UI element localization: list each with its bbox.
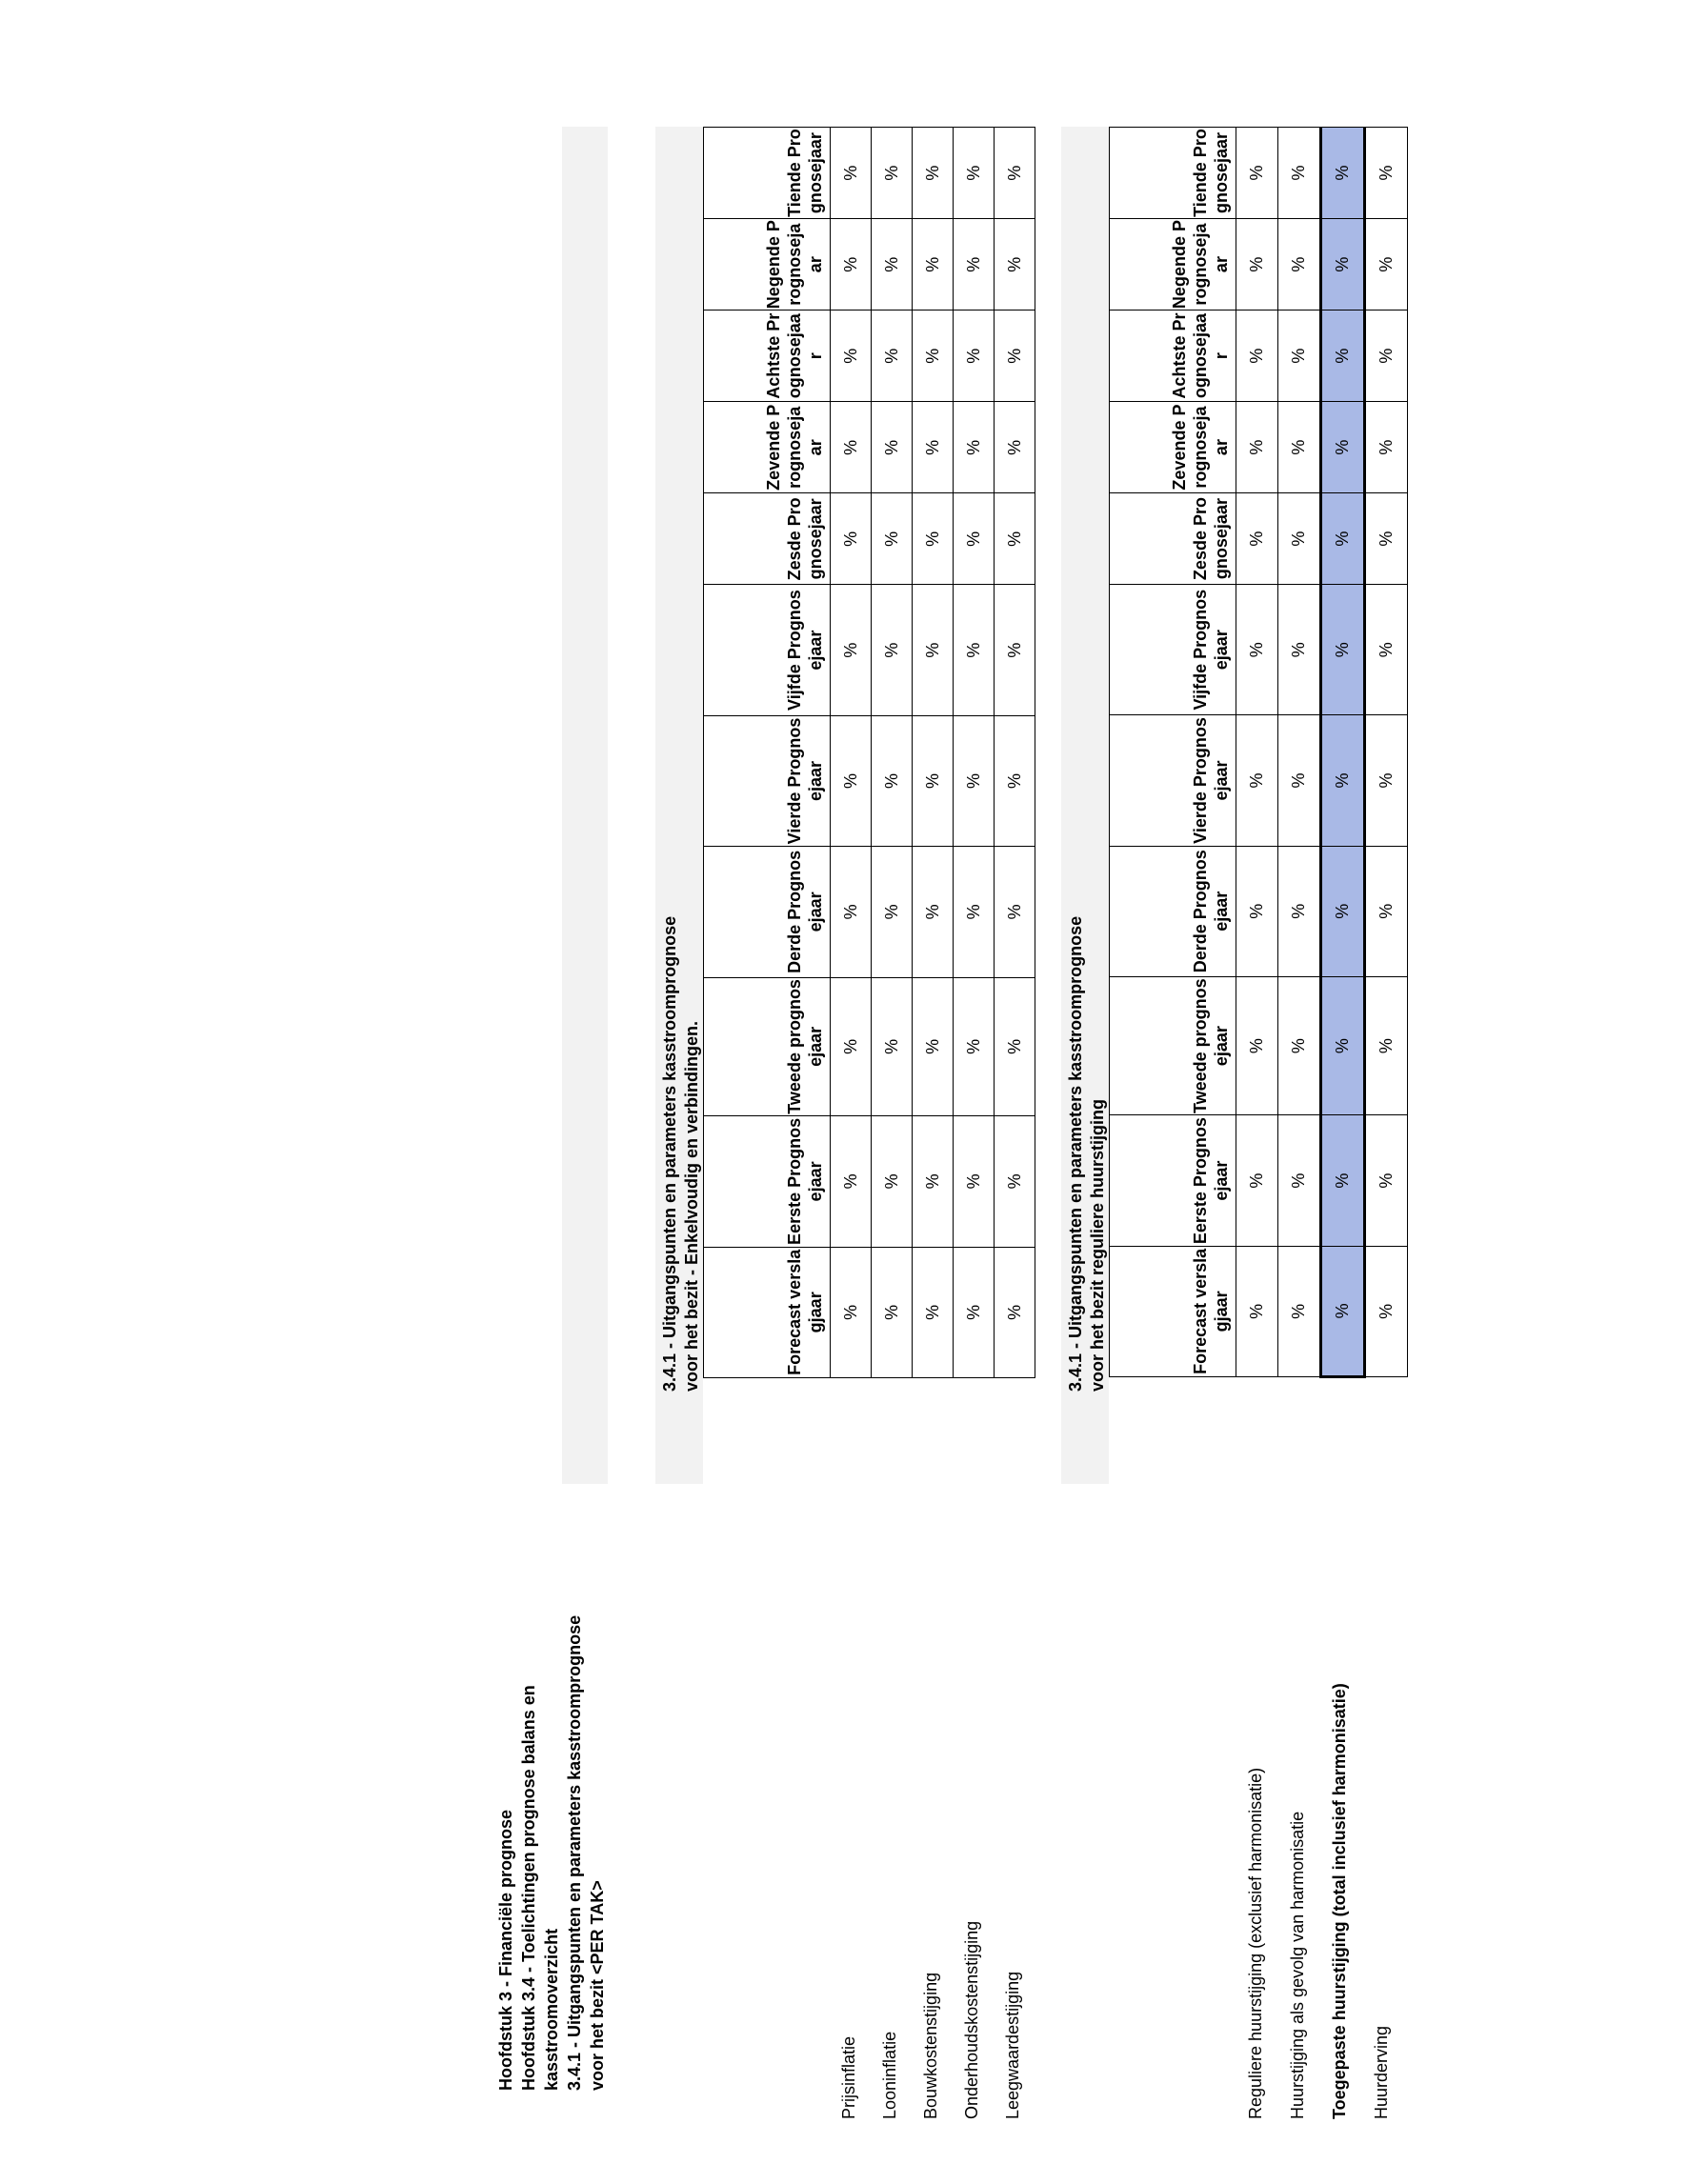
section1-title xyxy=(659,858,703,1392)
value-cell: % xyxy=(1236,976,1278,1115)
row-label: Leegwaardestijging xyxy=(1003,1971,1022,2119)
value-cell: % xyxy=(1321,128,1365,219)
column-header: Tweede prognosejaar xyxy=(1110,976,1236,1115)
column-header: Vierde Prognosejaar xyxy=(1110,715,1236,846)
section1-title-line1: 3.4.1 - Uitgangspunten en parameters kasstroomprognose xyxy=(660,915,679,1392)
value-cell: % xyxy=(1236,311,1278,402)
value-cell: % xyxy=(1365,493,1408,585)
row-label: Reguliere huurstijging (exclusief harmonisatie) xyxy=(1245,1767,1265,2119)
header-band xyxy=(562,127,608,1484)
table-row xyxy=(1278,128,1321,1377)
value-cell: % xyxy=(913,847,954,977)
value-cell: % xyxy=(872,493,913,585)
table-row xyxy=(1365,128,1408,1377)
row-label: Huurderving xyxy=(1371,2025,1391,2119)
value-cell: % xyxy=(831,219,872,311)
column-header: Derde Prognosejaar xyxy=(1110,846,1236,976)
section1-header-row xyxy=(704,128,831,1378)
value-cell: % xyxy=(872,1116,913,1247)
value-cell: % xyxy=(995,1116,1035,1247)
section2-header-row xyxy=(1110,128,1236,1377)
column-header: Forecast verslagjaar xyxy=(704,1247,831,1377)
value-cell: % xyxy=(872,977,913,1116)
value-cell: % xyxy=(872,585,913,715)
value-cell: % xyxy=(1236,1246,1278,1376)
table-row xyxy=(872,128,913,1378)
value-cell: % xyxy=(1278,1115,1321,1246)
value-cell: % xyxy=(831,847,872,977)
row-label: Onderhoudskostenstijging xyxy=(962,1920,981,2119)
value-cell: % xyxy=(1236,846,1278,976)
value-cell: % xyxy=(872,715,913,846)
value-cell: % xyxy=(1321,846,1365,976)
section2-title-line2: voor het bezit reguliere huurstijging xyxy=(1088,1098,1107,1392)
value-cell: % xyxy=(1321,219,1365,311)
value-cell: % xyxy=(954,402,995,493)
column-header: Negende Prognosejaar xyxy=(1110,219,1236,311)
value-cell: % xyxy=(1236,219,1278,311)
value-cell: % xyxy=(1236,402,1278,493)
value-cell: % xyxy=(913,1247,954,1377)
value-cell: % xyxy=(1365,1115,1408,1246)
chapter-title: Hoofdstuk 3 - Financiële prognose xyxy=(496,1809,515,2091)
value-cell: % xyxy=(831,585,872,715)
value-cell: % xyxy=(872,402,913,493)
value-cell: % xyxy=(954,1247,995,1377)
row-label: Bouwkostenstijging xyxy=(921,1972,940,2119)
value-cell: % xyxy=(831,128,872,219)
table-row xyxy=(913,128,954,1378)
value-cell: % xyxy=(1321,976,1365,1115)
column-header: Eerste Prognosejaar xyxy=(704,1116,831,1247)
value-cell: % xyxy=(1278,128,1321,219)
value-cell: % xyxy=(913,715,954,846)
value-cell: % xyxy=(954,977,995,1116)
value-cell: % xyxy=(872,128,913,219)
row-label: Looninflatie xyxy=(880,2031,899,2119)
value-cell: % xyxy=(954,128,995,219)
row-label: Prijsinflatie xyxy=(839,2035,858,2119)
table-row xyxy=(831,128,872,1378)
value-cell: % xyxy=(995,977,1035,1116)
value-cell: % xyxy=(1236,715,1278,846)
column-header: Zevende Prognosejaar xyxy=(1110,402,1236,493)
value-cell: % xyxy=(1321,1246,1365,1376)
value-cell: % xyxy=(831,1247,872,1377)
section2-title-line1: 3.4.1 - Uitgangspunten en parameters kasstroomprognose xyxy=(1066,915,1085,1392)
value-cell: % xyxy=(872,219,913,311)
value-cell: % xyxy=(1236,493,1278,585)
value-cell: % xyxy=(913,585,954,715)
value-cell: % xyxy=(831,1116,872,1247)
value-cell: % xyxy=(995,128,1035,219)
value-cell: % xyxy=(1321,1115,1365,1246)
table-row xyxy=(1321,128,1365,1377)
value-cell: % xyxy=(1278,493,1321,585)
row-label: Toegepaste huurstijging (total inclusief harmonisatie) xyxy=(1329,1683,1349,2119)
value-cell: % xyxy=(1278,976,1321,1115)
value-cell: % xyxy=(995,311,1035,402)
value-cell: % xyxy=(1365,976,1408,1115)
row-label: Huurstijging als gevolg van harmonisatie xyxy=(1287,1811,1307,2119)
value-cell: % xyxy=(1365,1246,1408,1376)
value-cell: % xyxy=(1321,311,1365,402)
value-cell: % xyxy=(1236,585,1278,715)
value-cell: % xyxy=(1236,1115,1278,1246)
value-cell: % xyxy=(913,1116,954,1247)
value-cell: % xyxy=(1278,585,1321,715)
value-cell: % xyxy=(913,493,954,585)
value-cell: % xyxy=(1365,128,1408,219)
value-cell: % xyxy=(913,402,954,493)
value-cell: % xyxy=(1321,585,1365,715)
value-cell: % xyxy=(1321,402,1365,493)
subchapter-title: Hoofdstuk 3.4 - Toelichtingen prognose balans en xyxy=(519,1685,538,2091)
value-cell: % xyxy=(1365,715,1408,846)
value-cell: % xyxy=(995,847,1035,977)
value-cell: % xyxy=(831,977,872,1116)
section2-title xyxy=(1065,858,1109,1392)
column-header: Tiende Prognosejaar xyxy=(704,128,831,219)
value-cell: % xyxy=(1365,311,1408,402)
value-cell: % xyxy=(913,977,954,1116)
value-cell: % xyxy=(913,128,954,219)
section-title-cont: voor het bezit <PER TAK> xyxy=(588,1880,607,2091)
value-cell: % xyxy=(831,493,872,585)
value-cell: % xyxy=(872,1247,913,1377)
column-header: Zesde Prognosejaar xyxy=(1110,493,1236,585)
value-cell: % xyxy=(1365,585,1408,715)
value-cell: % xyxy=(1278,846,1321,976)
value-cell: % xyxy=(1236,128,1278,219)
column-header: Eerste Prognosejaar xyxy=(1110,1115,1236,1246)
column-header: Vijfde Prognosejaar xyxy=(1110,585,1236,715)
value-cell: % xyxy=(1365,402,1408,493)
value-cell: % xyxy=(954,1116,995,1247)
value-cell: % xyxy=(995,585,1035,715)
value-cell: % xyxy=(995,715,1035,846)
column-header: Tweede prognosejaar xyxy=(704,977,831,1116)
table-row xyxy=(1236,128,1278,1377)
value-cell: % xyxy=(831,402,872,493)
section2-table xyxy=(1109,127,1408,1378)
table-row xyxy=(995,128,1035,1378)
value-cell: % xyxy=(1365,219,1408,311)
column-header: Zesde Prognosejaar xyxy=(704,493,831,585)
value-cell: % xyxy=(831,715,872,846)
value-cell: % xyxy=(995,1247,1035,1377)
column-header: Tiende Prognosejaar xyxy=(1110,128,1236,219)
value-cell: % xyxy=(872,847,913,977)
column-header: Achtste Prognosejaar xyxy=(704,311,831,402)
value-cell: % xyxy=(995,219,1035,311)
value-cell: % xyxy=(1321,715,1365,846)
section-title: 3.4.1 - Uitgangspunten en parameters kasstroomprognose xyxy=(565,1614,584,2091)
value-cell: % xyxy=(1278,1246,1321,1376)
value-cell: % xyxy=(1365,846,1408,976)
value-cell: % xyxy=(995,402,1035,493)
section1-title-line2: voor het bezit - Enkelvoudig en verbindingen. xyxy=(682,1020,701,1392)
value-cell: % xyxy=(1321,493,1365,585)
column-header: Zevende Prognosejaar xyxy=(704,402,831,493)
value-cell: % xyxy=(1278,402,1321,493)
value-cell: % xyxy=(995,493,1035,585)
value-cell: % xyxy=(913,219,954,311)
value-cell: % xyxy=(954,585,995,715)
value-cell: % xyxy=(913,311,954,402)
document-header xyxy=(494,1615,609,2091)
value-cell: % xyxy=(1278,715,1321,846)
section1-table xyxy=(703,127,1035,1378)
column-header: Derde Prognosejaar xyxy=(704,847,831,977)
subchapter-title-cont: kasstroomoverzicht xyxy=(542,1928,561,2091)
column-header: Achtste Prognosejaar xyxy=(1110,311,1236,402)
value-cell: % xyxy=(954,493,995,585)
value-cell: % xyxy=(954,715,995,846)
table-row xyxy=(954,128,995,1378)
column-header: Forecast verslagjaar xyxy=(1110,1246,1236,1376)
value-cell: % xyxy=(1278,311,1321,402)
value-cell: % xyxy=(954,847,995,977)
column-header: Vierde Prognosejaar xyxy=(704,715,831,846)
column-header: Vijfde Prognosejaar xyxy=(704,585,831,715)
value-cell: % xyxy=(1278,219,1321,311)
value-cell: % xyxy=(831,311,872,402)
value-cell: % xyxy=(872,311,913,402)
value-cell: % xyxy=(954,311,995,402)
column-header: Negende Prognosejaar xyxy=(704,219,831,311)
value-cell: % xyxy=(954,219,995,311)
